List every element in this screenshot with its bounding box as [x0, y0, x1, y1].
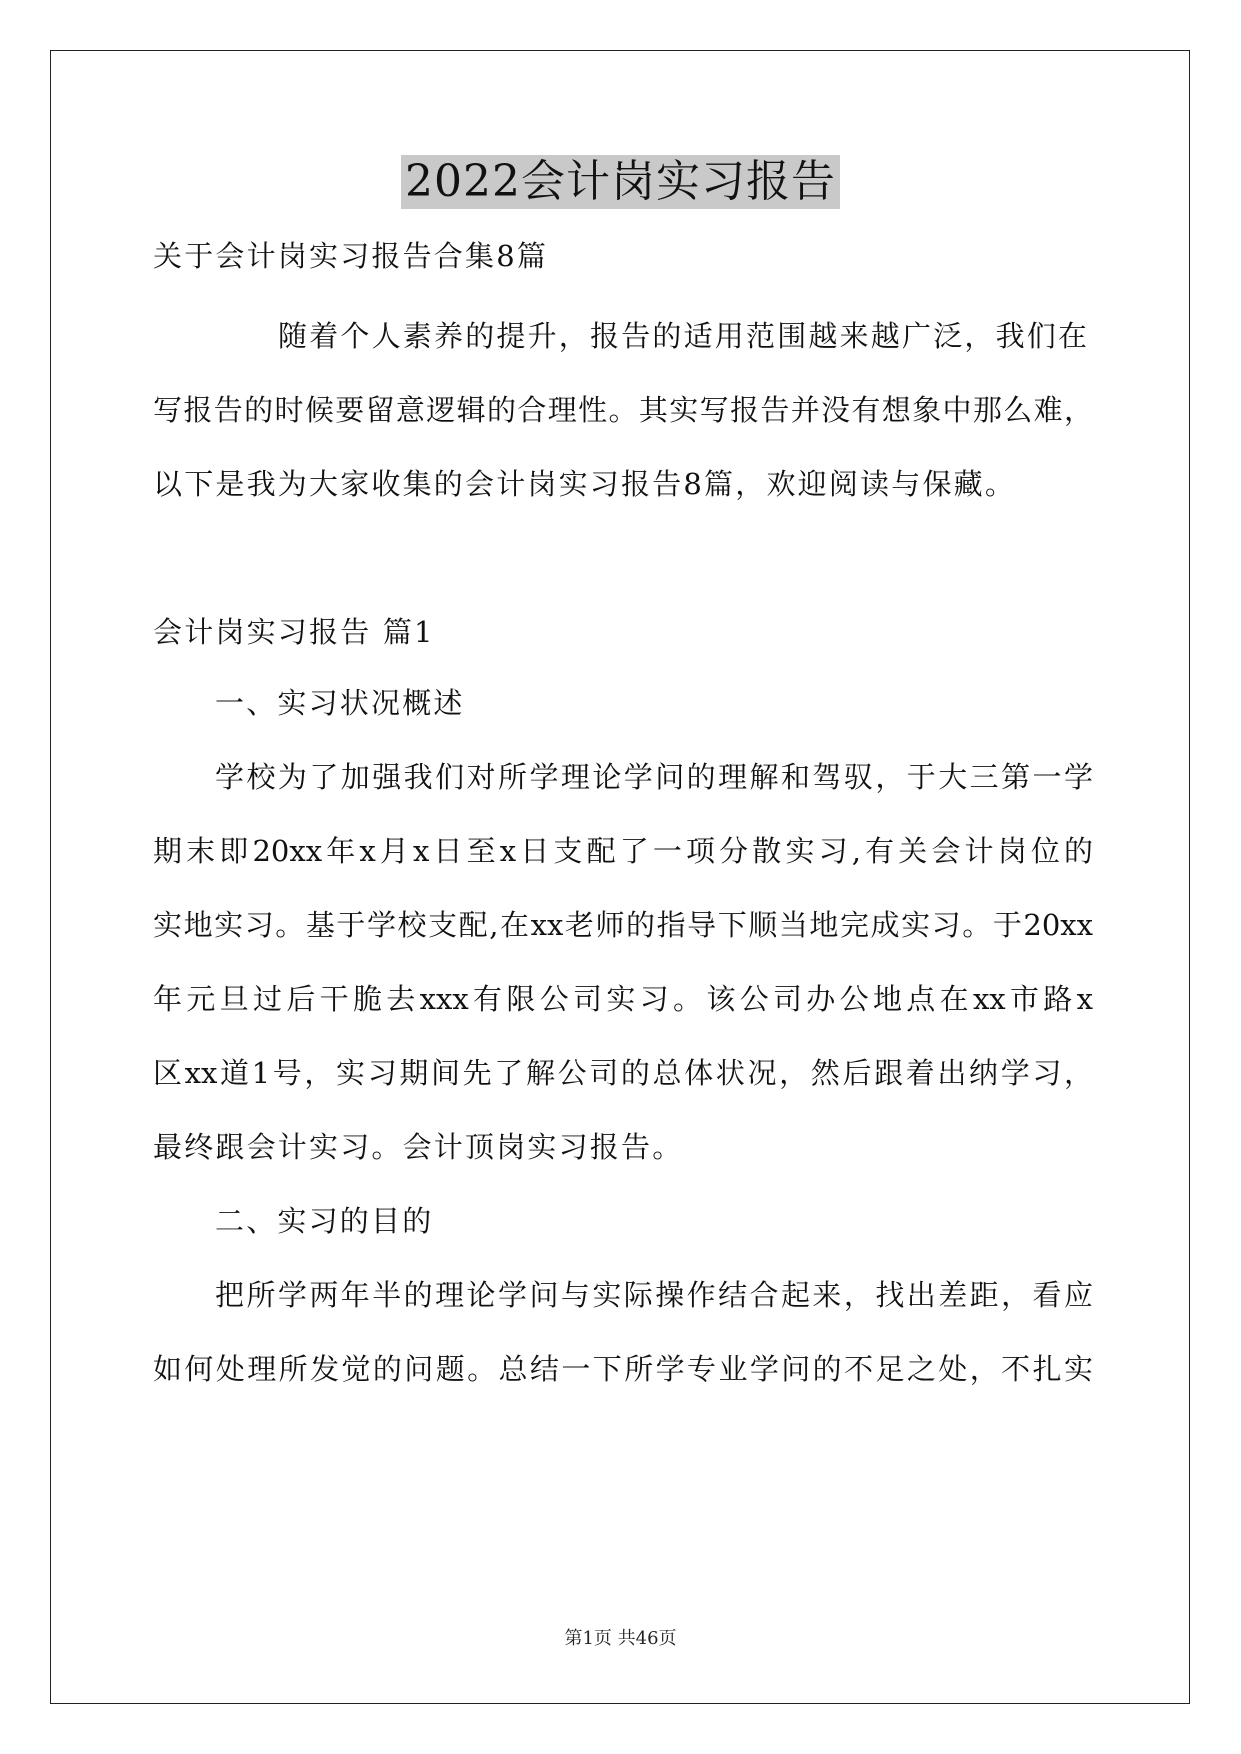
part1-line-3: 实地实习。基于学校支配,在xx老师的指导下顺当地完成实习。于20xx [153, 908, 1093, 942]
document-subtitle: 关于会计岗实习报告合集8篇 [153, 239, 549, 273]
document-title-text: 2022会计岗实习报告 [401, 155, 840, 209]
page-number-footer: 第1页 共46页 [564, 1628, 677, 1649]
page-border [50, 50, 1190, 1704]
intro-line-2: 写报告的时候要留意逻辑的合理性。其实写报告并没有想象中那么难， [153, 393, 1093, 427]
section-heading: 会计岗实习报告 篇1 [153, 615, 435, 649]
part1-heading: 一、实习状况概述 [215, 686, 465, 720]
part1-line-5: 区xx道1号，实习期间先了解公司的总体状况，然后跟着出纳学习， [153, 1056, 1093, 1090]
intro-line-1: 随着个人素养的提升，报告的适用范围越来越广泛，我们在 [278, 319, 1090, 353]
part2-line-2: 如何处理所发觉的问题。总结一下所学专业学问的不足之处，不扎实 [153, 1352, 1093, 1386]
part1-line-1: 学校为了加强我们对所学理论学问的理解和驾驭，于大三第一学 [215, 760, 1093, 794]
part2-heading: 二、实习的目的 [215, 1204, 434, 1238]
intro-line-3: 以下是我为大家收集的会计岗实习报告8篇，欢迎阅读与保藏。 [153, 467, 1017, 501]
part1-line-4: 年元旦过后干脆去xxx有限公司实习。该公司办公地点在xx市路x [153, 982, 1093, 1016]
document-title [0, 155, 1241, 209]
part2-line-1: 把所学两年半的理论学问与实际操作结合起来，找出差距，看应 [215, 1278, 1093, 1312]
part1-line-2: 期末即20xx年x月x日至x日支配了一项分散实习,有关会计岗位的 [153, 834, 1093, 868]
part1-line-6: 最终跟会计实习。会计顶岗实习报告。 [153, 1130, 684, 1164]
